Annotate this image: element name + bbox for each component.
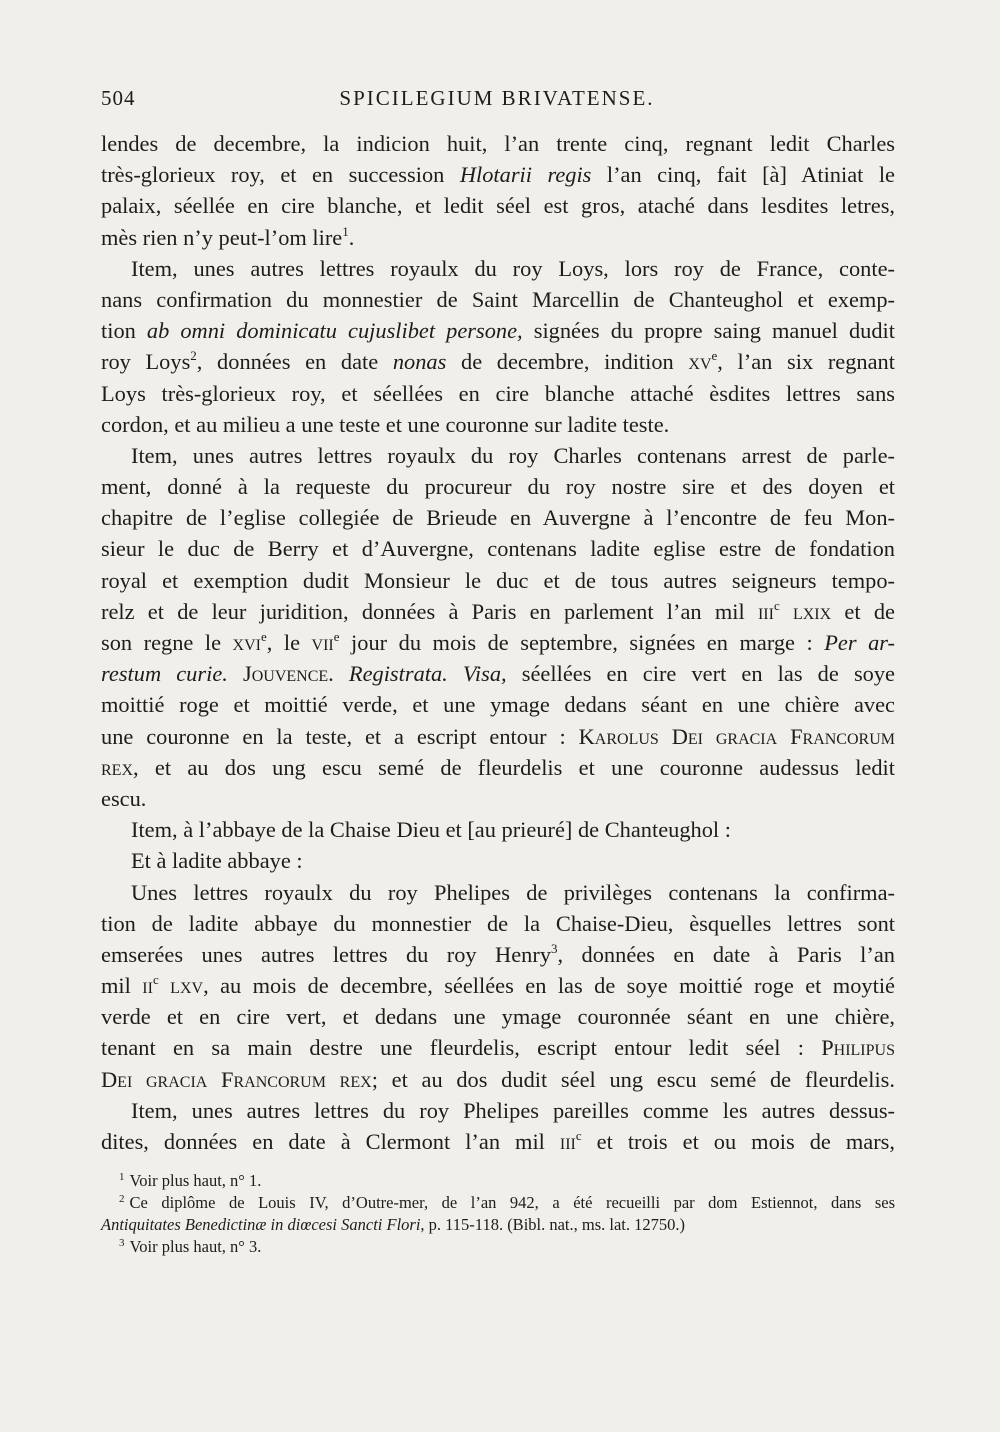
footnote-line: Antiquitates Benedictinæ in diœcesi Sancti Flori, p. 115-118. (Bibl. nat., ms. lat. 12750.) [101, 1215, 686, 1234]
text-line: une couronne en la teste, et a escript entour : Karolus Dei gracia Francorum [101, 723, 895, 749]
text-line: sieur le duc de Berry et d’Auvergne, contenans ladite eglise estre de fondation [101, 536, 895, 562]
text-line: Loys très-glorieux roy, et séellées en cire blanche attaché èsdites lettres sans [101, 380, 895, 406]
text-line: cordon, et au milieu a une teste et une couronne sur ladite teste. [101, 411, 670, 437]
text-line: restum curie. Jouvence. Registrata. Visa, séellées en cire vert en las de soye [101, 661, 895, 687]
text-line: mil $ii^c$ lxv, au mois de decembre, séellées en las de soye moittié roge et moytié [101, 972, 895, 999]
text-line: rex, et au dos ung escu semé de fleurdelis et une couronne audessus ledit [101, 754, 895, 780]
footnote-line: $^2$ Ce diplôme de Louis IV, d’Outre-mer, de l’an 942, a été recueilli par dom Estiennot, dans ses [119, 1193, 895, 1212]
running-title: SPICILEGIUM BRIVATENSE. [339, 86, 655, 110]
text-line: son regne le xvi$^e$, le vii$^e$ jour du mois de septembre, signées en marge : Per ar- [101, 629, 896, 655]
text-line: Et à ladite abbaye : [131, 848, 303, 874]
text-line: Item, à l’abbaye de la Chaise Dieu et [au prieuré] de Chanteughol : [131, 817, 731, 843]
text-line: tenant en sa main destre une fleurdelis, escript entour ledit séel : Philipus [101, 1035, 895, 1061]
text-line: tion de ladite abbaye du monnestier de la Chaise-Dieu, èsquelles lettres sont [101, 910, 895, 936]
text-line: dites, données en date à Clermont l’an mil iii$^c$ et trois et ou mois de mars, [101, 1128, 895, 1154]
text-line: Item, unes autres lettres du roy Phelipes pareilles comme les autres dessus- [131, 1097, 895, 1123]
text-line: roy Loys$^2$, données en date nonas de decembre, indition $xv^e$, l’an six regnant [101, 348, 895, 375]
text-line: Dei gracia Francorum rex; et au dos dudit séel ung escu semé de fleurdelis. [101, 1066, 895, 1092]
text-line: mès rien n’y peut-l’om lire$^1$. [101, 223, 355, 250]
text-line: moittié roge et moittié verde, et une ymage dedans séant en une chière avec [101, 692, 895, 718]
text-line: escu. [101, 785, 147, 811]
footnote-line: $^3$ Voir plus haut, n° 3. [119, 1237, 262, 1256]
text-line: tion ab omni dominicatu cujuslibet persone, signées du propre saing manuel dudit [101, 318, 895, 344]
text-line: emserées unes autres lettres du roy Henry$^3$, données en date à Paris l’an [101, 940, 895, 967]
text-line: Unes lettres royaulx du roy Phelipes de privilèges contenans la confirma- [131, 879, 895, 905]
text-line: lendes de decembre, la indicion huit, l’an trente cinq, regnant ledit Charles [101, 131, 895, 156]
footnote-line: $^1$ Voir plus haut, n° 1. [119, 1171, 262, 1190]
text-line: Item, unes autres lettres royaulx du roy Charles contenans arrest de parle- [131, 442, 895, 468]
text-line: très-glorieux roy, et en succession Hlotarii regis l’an cinq, fait [à] Atiniat le [101, 162, 895, 188]
footnotes [101, 1170, 895, 1258]
text-line: verde et en cire vert, et dedans une ymage couronnée séant en une chière, [101, 1004, 895, 1030]
text-line: palaix, séellée en cire blanche, et ledit séel est gros, ataché dans lesdites letres, [101, 193, 895, 219]
text-line: relz et de leur juridition, données à Paris en parlement l’an mil iii$^c$ lxix et de [101, 597, 895, 624]
body-text [101, 128, 895, 1157]
page-header [101, 86, 893, 126]
text-line: nans confirmation du monnestier de Saint Marcellin de Chanteughol et exemp- [101, 286, 895, 312]
text-line: Item, unes autres lettres royaulx du roy Loys, lors roy de France, conte- [131, 255, 895, 281]
text-line: chapitre de l’eglise collegiée de Brieude en Auvergne à l’encontre de feu Mon- [101, 505, 895, 531]
text-line: ment, donné à la requeste du procureur du roy nostre sire et des doyen et [101, 474, 895, 500]
text-line: royal et exemption dudit Monsieur le duc et de tous autres seigneurs tempo- [101, 567, 895, 593]
page-number: 504 [101, 86, 136, 110]
